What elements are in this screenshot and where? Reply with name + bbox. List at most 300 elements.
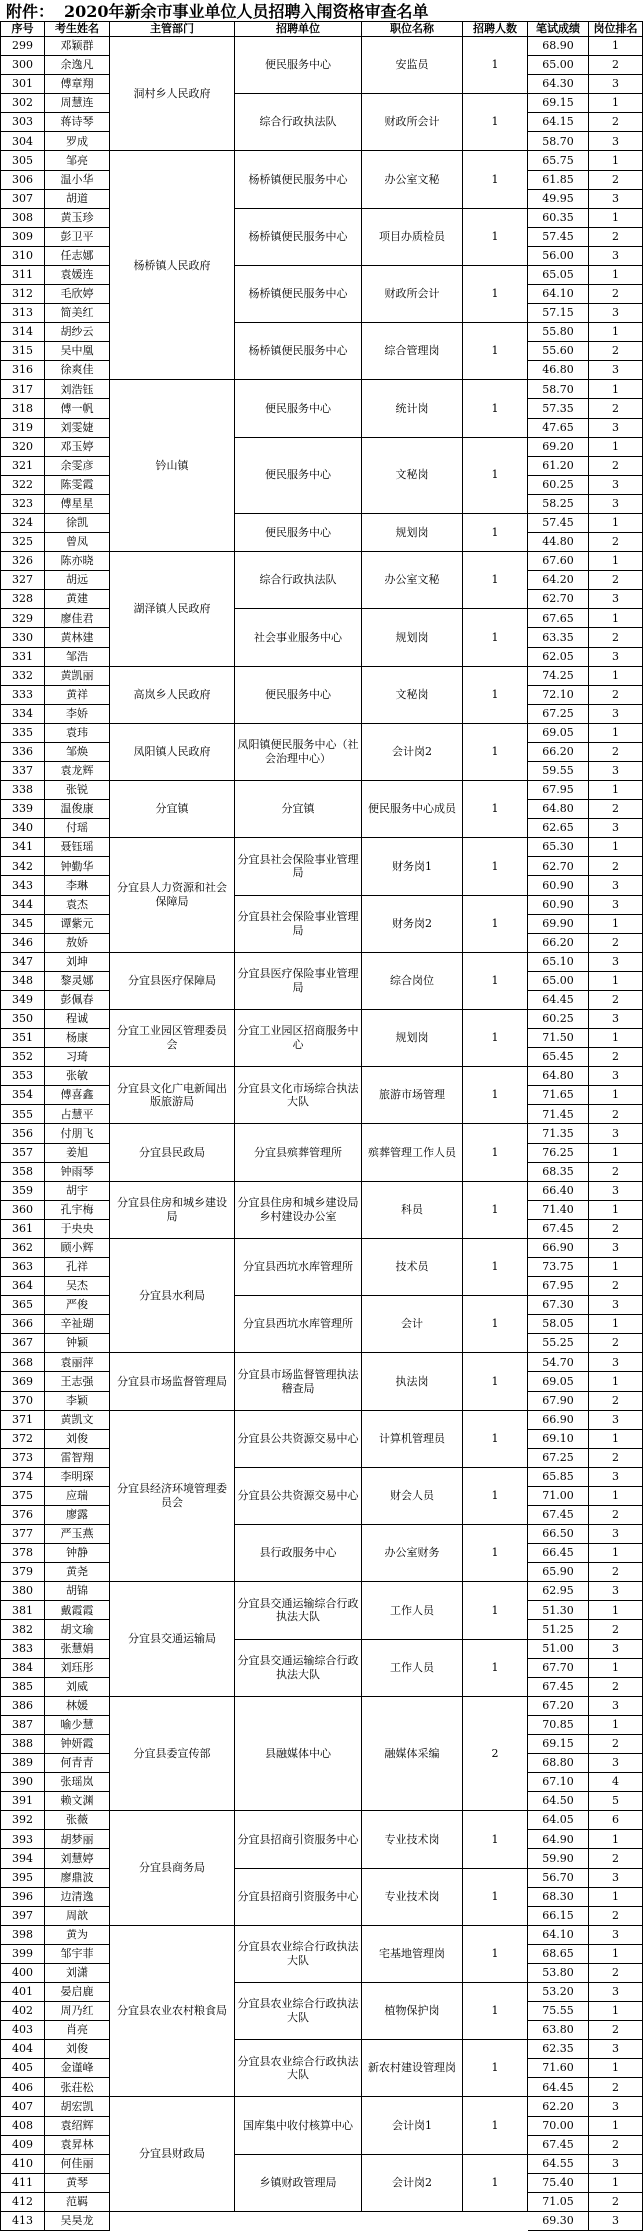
position-rank: 2 xyxy=(589,991,643,1010)
exam-score: 69.90 xyxy=(528,915,589,934)
hiring-count-cell: 1 xyxy=(463,1582,528,1639)
position-rank: 3 xyxy=(589,762,643,781)
exam-score: 69.05 xyxy=(528,1372,589,1391)
position-rank: 3 xyxy=(589,1926,643,1945)
position-rank: 1 xyxy=(589,266,643,285)
position-rank: 1 xyxy=(589,2174,643,2193)
candidate-name: 顾小辉 xyxy=(45,1239,110,1258)
hiring-count-cell: 1 xyxy=(463,94,528,151)
row-no: 311 xyxy=(0,266,45,285)
candidate-name: 彭佩春 xyxy=(45,991,110,1010)
row-no: 379 xyxy=(0,1563,45,1582)
position-rank: 3 xyxy=(589,1296,643,1315)
position-rank: 2 xyxy=(589,2193,643,2212)
row-no: 388 xyxy=(0,1735,45,1754)
position-title-cell: 办公室文秘 xyxy=(362,552,463,609)
position-title-cell: 专业技术岗 xyxy=(362,1869,463,1926)
candidate-name: 刘珏彤 xyxy=(45,1659,110,1678)
position-rank: 3 xyxy=(589,1525,643,1544)
exam-score: 59.90 xyxy=(528,1849,589,1868)
row-no: 335 xyxy=(0,724,45,743)
row-no: 300 xyxy=(0,56,45,75)
candidate-name: 黄建 xyxy=(45,590,110,609)
row-no: 400 xyxy=(0,1964,45,1983)
hiring-unit-cell: 分宜县农业综合行政执法大队 xyxy=(235,1983,362,2040)
position-rank: 2 xyxy=(589,1277,643,1296)
row-no: 386 xyxy=(0,1697,45,1716)
row-no: 413 xyxy=(0,2212,45,2231)
position-rank: 1 xyxy=(589,1086,643,1105)
candidate-name: 周慧连 xyxy=(45,94,110,113)
position-rank: 2 xyxy=(589,1678,643,1697)
exam-score: 69.15 xyxy=(528,1735,589,1754)
hiring-unit-cell: 分宜工业园区招商服务中心 xyxy=(235,1010,362,1067)
candidate-name: 温小华 xyxy=(45,171,110,190)
position-title-cell: 财会人员 xyxy=(362,1468,463,1525)
position-title-cell: 专业技术岗 xyxy=(362,1811,463,1868)
candidate-name: 余逸凡 xyxy=(45,56,110,75)
department-cell: 分宜县商务局 xyxy=(110,1811,235,1925)
exam-score: 62.70 xyxy=(528,590,589,609)
exam-score: 53.80 xyxy=(528,1964,589,1983)
candidate-name: 胡道 xyxy=(45,190,110,209)
position-title-cell: 文秘岗 xyxy=(362,667,463,724)
candidate-name: 刘威 xyxy=(45,1678,110,1697)
row-no: 367 xyxy=(0,1334,45,1353)
exam-score: 65.75 xyxy=(528,151,589,170)
candidate-name: 胡宏凯 xyxy=(45,2097,110,2116)
position-rank: 1 xyxy=(589,37,643,56)
exam-score: 64.80 xyxy=(528,800,589,819)
candidate-name: 李明琛 xyxy=(45,1468,110,1487)
position-title-cell: 植物保护岗 xyxy=(362,1983,463,2040)
candidate-name: 邓颖群 xyxy=(45,37,110,56)
hiring-unit-cell: 分宜县殡葬管理所 xyxy=(235,1124,362,1181)
hiring-unit-cell: 综合行政执法队 xyxy=(235,94,362,151)
exam-score: 70.85 xyxy=(528,1716,589,1735)
hiring-count-cell: 1 xyxy=(463,667,528,724)
candidate-name: 简美红 xyxy=(45,304,110,323)
candidate-name: 胡锦 xyxy=(45,1582,110,1601)
position-rank: 3 xyxy=(589,476,643,495)
exam-score: 57.45 xyxy=(528,514,589,533)
position-rank: 2 xyxy=(589,1220,643,1239)
candidate-name: 敖娇 xyxy=(45,934,110,953)
hiring-count-cell: 1 xyxy=(463,380,528,437)
position-title-cell: 财政所会计 xyxy=(362,94,463,151)
candidate-name: 徐爽佳 xyxy=(45,361,110,380)
exam-score: 64.50 xyxy=(528,1792,589,1811)
position-rank: 1 xyxy=(589,838,643,857)
exam-score: 67.45 xyxy=(528,1678,589,1697)
candidate-name: 刘浩钰 xyxy=(45,380,110,399)
position-rank: 2 xyxy=(589,228,643,247)
hiring-unit-cell: 便民服务中心 xyxy=(235,438,362,514)
exam-score: 58.70 xyxy=(528,132,589,151)
row-no: 360 xyxy=(0,1201,45,1220)
hiring-unit-cell: 分宜县社会保险事业管理局 xyxy=(235,896,362,953)
candidate-name: 袁绍辉 xyxy=(45,2117,110,2136)
position-rank: 1 xyxy=(589,514,643,533)
exam-score: 54.70 xyxy=(528,1353,589,1372)
position-rank: 2 xyxy=(589,934,643,953)
department-cell: 洞村乡人民政府 xyxy=(110,37,235,151)
candidate-name: 张慧娟 xyxy=(45,1640,110,1659)
candidate-name: 周乃红 xyxy=(45,2002,110,2021)
hiring-count-cell: 1 xyxy=(463,2040,528,2097)
exam-score: 66.50 xyxy=(528,1525,589,1544)
position-rank: 2 xyxy=(589,1620,643,1639)
exam-score: 67.60 xyxy=(528,552,589,571)
exam-score: 62.70 xyxy=(528,857,589,876)
row-no: 357 xyxy=(0,1144,45,1163)
exam-score: 67.45 xyxy=(528,1506,589,1525)
position-rank: 1 xyxy=(589,1144,643,1163)
position-rank: 1 xyxy=(589,323,643,342)
exam-score: 68.30 xyxy=(528,1888,589,1907)
position-title-cell: 执法岗 xyxy=(362,1353,463,1410)
exam-score: 62.35 xyxy=(528,2040,589,2059)
candidate-name: 付瑶 xyxy=(45,819,110,838)
hiring-unit-cell: 杨桥镇便民服务中心 xyxy=(235,323,362,380)
row-no: 308 xyxy=(0,209,45,228)
exam-score: 62.65 xyxy=(528,819,589,838)
department-cell: 分宜县住房和城乡建设局 xyxy=(110,1182,235,1239)
position-rank: 3 xyxy=(589,648,643,667)
row-no: 383 xyxy=(0,1640,45,1659)
candidate-name: 何青青 xyxy=(45,1754,110,1773)
position-title-cell: 规划岗 xyxy=(362,514,463,552)
exam-score: 64.10 xyxy=(528,285,589,304)
position-rank: 2 xyxy=(589,457,643,476)
candidate-name: 孔祥 xyxy=(45,1258,110,1277)
hiring-count-cell: 1 xyxy=(463,1983,528,2040)
exam-score: 76.25 xyxy=(528,1144,589,1163)
candidate-name: 徐凯 xyxy=(45,514,110,533)
hiring-unit-cell: 县融媒体中心 xyxy=(235,1697,362,1811)
exam-score: 58.25 xyxy=(528,495,589,514)
candidate-name: 何佳丽 xyxy=(45,2155,110,2174)
hiring-count-cell: 1 xyxy=(463,438,528,514)
position-rank: 3 xyxy=(589,2097,643,2116)
hiring-count-cell: 1 xyxy=(463,1010,528,1067)
candidate-name: 戴霞霞 xyxy=(45,1601,110,1620)
row-no: 405 xyxy=(0,2059,45,2078)
hiring-unit-cell: 便民服务中心 xyxy=(235,37,362,94)
candidate-name: 付朋飞 xyxy=(45,1124,110,1143)
position-rank: 1 xyxy=(589,2059,643,2078)
hiring-count-cell: 1 xyxy=(463,1869,528,1926)
row-no: 353 xyxy=(0,1067,45,1086)
row-no: 359 xyxy=(0,1182,45,1201)
exam-score: 71.60 xyxy=(528,2059,589,2078)
row-no: 399 xyxy=(0,1945,45,1964)
position-rank: 1 xyxy=(589,552,643,571)
position-rank: 3 xyxy=(589,1124,643,1143)
exam-score: 46.80 xyxy=(528,361,589,380)
candidate-name: 严俊 xyxy=(45,1296,110,1315)
exam-score: 60.90 xyxy=(528,876,589,895)
position-rank: 2 xyxy=(589,113,643,132)
hiring-count-cell: 1 xyxy=(463,1411,528,1468)
row-no: 403 xyxy=(0,2021,45,2040)
candidate-name: 傅喜鑫 xyxy=(45,1086,110,1105)
position-rank: 2 xyxy=(589,399,643,418)
candidate-name: 胡梦丽 xyxy=(45,1830,110,1849)
col-header-department: 主管部门 xyxy=(110,21,235,37)
row-no: 316 xyxy=(0,361,45,380)
candidate-name: 邓玉婷 xyxy=(45,438,110,457)
position-rank: 1 xyxy=(589,380,643,399)
row-no: 319 xyxy=(0,419,45,438)
col-header-count: 招聘人数 xyxy=(463,21,528,37)
hiring-unit-cell: 社会事业服务中心 xyxy=(235,609,362,666)
candidate-name: 胡纱云 xyxy=(45,323,110,342)
row-no: 390 xyxy=(0,1773,45,1792)
row-no: 368 xyxy=(0,1353,45,1372)
position-rank: 3 xyxy=(589,1353,643,1372)
department-cell: 钤山镇 xyxy=(110,380,235,552)
exam-score: 64.45 xyxy=(528,2078,589,2097)
position-rank: 3 xyxy=(589,1411,643,1430)
exam-score: 67.95 xyxy=(528,1277,589,1296)
hiring-unit-cell: 国库集中收付核算中心 xyxy=(235,2097,362,2154)
row-no: 334 xyxy=(0,705,45,724)
exam-score: 71.35 xyxy=(528,1124,589,1143)
department-cell: 分宜县民政局 xyxy=(110,1124,235,1181)
hiring-unit-cell: 县行政服务中心 xyxy=(235,1525,362,1582)
position-rank: 1 xyxy=(589,94,643,113)
candidate-name: 刘雯婕 xyxy=(45,419,110,438)
position-rank: 2 xyxy=(589,628,643,647)
position-title-cell: 会计岗2 xyxy=(362,2155,463,2212)
exam-score: 65.85 xyxy=(528,1468,589,1487)
hiring-unit-cell: 分宜县交通运输综合行政执法大队 xyxy=(235,1640,362,1697)
candidate-name: 黄尧 xyxy=(45,1563,110,1582)
position-rank: 3 xyxy=(589,705,643,724)
exam-score: 58.70 xyxy=(528,380,589,399)
row-no: 320 xyxy=(0,438,45,457)
position-rank: 2 xyxy=(589,571,643,590)
hiring-unit-cell: 分宜县公共资源交易中心 xyxy=(235,1468,362,1525)
candidate-name: 黄琴 xyxy=(45,2174,110,2193)
position-rank: 2 xyxy=(589,1563,643,1582)
hiring-unit-cell: 分宜县西坑水库管理所 xyxy=(235,1296,362,1353)
position-title-cell: 便民服务中心成员 xyxy=(362,781,463,838)
exam-score: 66.40 xyxy=(528,1182,589,1201)
row-no: 342 xyxy=(0,857,45,876)
row-no: 323 xyxy=(0,495,45,514)
candidate-name: 雷智翔 xyxy=(45,1449,110,1468)
position-rank: 3 xyxy=(589,75,643,94)
exam-score: 66.15 xyxy=(528,1907,589,1926)
position-rank: 1 xyxy=(589,724,643,743)
department-cell: 分宜县文化广电新闻出版旅游局 xyxy=(110,1067,235,1124)
position-title-cell: 综合岗位 xyxy=(362,953,463,1010)
row-no: 349 xyxy=(0,991,45,1010)
candidate-name: 辛祉瑚 xyxy=(45,1315,110,1334)
title-prefix: 附件： xyxy=(6,2,55,21)
row-no: 350 xyxy=(0,1010,45,1029)
department-cell: 分宜县市场监督管理局 xyxy=(110,1353,235,1410)
row-no: 326 xyxy=(0,552,45,571)
row-no: 329 xyxy=(0,609,45,628)
exam-score: 67.20 xyxy=(528,1697,589,1716)
position-rank: 1 xyxy=(589,1430,643,1449)
row-no: 328 xyxy=(0,590,45,609)
hiring-unit-cell: 杨桥镇便民服务中心 xyxy=(235,151,362,208)
exam-score: 57.45 xyxy=(528,228,589,247)
row-no: 355 xyxy=(0,1105,45,1124)
exam-score: 69.15 xyxy=(528,94,589,113)
hiring-count-cell: 1 xyxy=(463,1353,528,1410)
row-no: 393 xyxy=(0,1830,45,1849)
row-no: 347 xyxy=(0,953,45,972)
exam-score: 68.35 xyxy=(528,1163,589,1182)
exam-score: 71.40 xyxy=(528,1201,589,1220)
row-no: 339 xyxy=(0,800,45,819)
exam-score: 49.95 xyxy=(528,190,589,209)
row-no: 378 xyxy=(0,1544,45,1563)
position-rank: 1 xyxy=(589,1830,643,1849)
position-rank: 1 xyxy=(589,438,643,457)
row-no: 325 xyxy=(0,533,45,552)
position-rank: 2 xyxy=(589,171,643,190)
position-rank: 3 xyxy=(589,1869,643,1888)
candidate-name: 袁龙辉 xyxy=(45,762,110,781)
hiring-count-cell: 1 xyxy=(463,37,528,94)
candidate-name: 蒋诗琴 xyxy=(45,113,110,132)
row-no: 369 xyxy=(0,1372,45,1391)
candidate-name: 黄林建 xyxy=(45,628,110,647)
exam-score: 44.80 xyxy=(528,533,589,552)
candidate-name: 温俊康 xyxy=(45,800,110,819)
candidate-name: 于央央 xyxy=(45,1220,110,1239)
candidate-name: 钟雨琴 xyxy=(45,1163,110,1182)
exam-score: 64.90 xyxy=(528,1830,589,1849)
hiring-unit-cell: 杨桥镇便民服务中心 xyxy=(235,266,362,323)
position-rank: 2 xyxy=(589,1964,643,1983)
col-header-score: 笔试成绩 xyxy=(528,21,589,37)
row-no: 352 xyxy=(0,1048,45,1067)
row-no: 303 xyxy=(0,113,45,132)
hiring-count-cell: 2 xyxy=(463,1697,528,1811)
row-no: 314 xyxy=(0,323,45,342)
row-no: 312 xyxy=(0,285,45,304)
exam-score: 61.20 xyxy=(528,457,589,476)
candidate-name: 范羁 xyxy=(45,2193,110,2212)
candidate-name: 黄凯丽 xyxy=(45,667,110,686)
hiring-count-cell: 1 xyxy=(463,151,528,208)
exam-score: 53.20 xyxy=(528,1983,589,2002)
hiring-count-cell: 1 xyxy=(463,1239,528,1296)
candidate-name: 应瑞 xyxy=(45,1487,110,1506)
candidate-name: 廖鼎波 xyxy=(45,1869,110,1888)
position-rank: 1 xyxy=(589,972,643,991)
row-no: 327 xyxy=(0,571,45,590)
row-no: 401 xyxy=(0,1983,45,2002)
candidate-name: 陈雯霞 xyxy=(45,476,110,495)
candidate-name: 胡文瑜 xyxy=(45,1620,110,1639)
candidate-name: 袁玮 xyxy=(45,724,110,743)
department-cell: 分宜县水利局 xyxy=(110,1239,235,1353)
candidate-name: 毛欣婷 xyxy=(45,285,110,304)
position-rank: 3 xyxy=(589,1182,643,1201)
candidate-name: 王志强 xyxy=(45,1372,110,1391)
row-no: 387 xyxy=(0,1716,45,1735)
col-header-name: 考生姓名 xyxy=(45,21,110,37)
row-no: 315 xyxy=(0,342,45,361)
hiring-count-cell: 1 xyxy=(463,1124,528,1181)
hiring-count-cell: 1 xyxy=(463,609,528,666)
position-title-cell: 融媒体采编 xyxy=(362,1697,463,1811)
position-rank: 3 xyxy=(589,1697,643,1716)
candidate-name: 刘坤 xyxy=(45,953,110,972)
candidate-name: 钟静 xyxy=(45,1544,110,1563)
candidate-name: 黄祥 xyxy=(45,686,110,705)
position-title-cell: 会计岗1 xyxy=(362,2097,463,2154)
row-no: 364 xyxy=(0,1277,45,1296)
row-no: 318 xyxy=(0,399,45,418)
exam-score: 71.05 xyxy=(528,2193,589,2212)
department-cell: 凤阳镇人民政府 xyxy=(110,724,235,781)
exam-score: 72.10 xyxy=(528,686,589,705)
candidate-name: 曾凤 xyxy=(45,533,110,552)
position-title-cell: 综合管理岗 xyxy=(362,323,463,380)
row-no: 372 xyxy=(0,1430,45,1449)
row-no: 346 xyxy=(0,934,45,953)
hiring-count-cell: 1 xyxy=(463,2155,528,2212)
position-rank: 2 xyxy=(589,686,643,705)
candidate-name: 余雯彦 xyxy=(45,457,110,476)
department-cell: 分宜县人力资源和社会保障局 xyxy=(110,838,235,952)
row-no: 376 xyxy=(0,1506,45,1525)
exam-score: 56.70 xyxy=(528,1869,589,1888)
candidate-name: 张荘松 xyxy=(45,2078,110,2097)
position-rank: 3 xyxy=(589,1239,643,1258)
col-header-no: 序号 xyxy=(0,21,45,37)
exam-score: 63.80 xyxy=(528,2021,589,2040)
hiring-count-cell: 1 xyxy=(463,896,528,953)
row-no: 412 xyxy=(0,2193,45,2212)
department-cell: 分宜县财政局 xyxy=(110,2097,235,2211)
hiring-count-cell: 1 xyxy=(463,1067,528,1124)
candidate-name: 占慧平 xyxy=(45,1105,110,1124)
row-no: 404 xyxy=(0,2040,45,2059)
hiring-count-cell: 1 xyxy=(463,2097,528,2154)
row-no: 304 xyxy=(0,132,45,151)
row-no: 341 xyxy=(0,838,45,857)
row-no: 411 xyxy=(0,2174,45,2193)
position-rank: 3 xyxy=(589,590,643,609)
row-no: 402 xyxy=(0,2002,45,2021)
position-rank: 2 xyxy=(589,2078,643,2097)
candidate-name: 姜旭 xyxy=(45,1144,110,1163)
position-rank: 3 xyxy=(589,1983,643,2002)
position-rank: 1 xyxy=(589,915,643,934)
position-rank: 2 xyxy=(589,342,643,361)
candidate-name: 孔宇梅 xyxy=(45,1201,110,1220)
exam-score: 64.30 xyxy=(528,75,589,94)
exam-score: 64.80 xyxy=(528,1067,589,1086)
row-no: 305 xyxy=(0,151,45,170)
position-rank: 2 xyxy=(589,1163,643,1182)
position-rank: 1 xyxy=(589,1372,643,1391)
candidate-name: 刘俊 xyxy=(45,1430,110,1449)
exam-score: 71.65 xyxy=(528,1086,589,1105)
exam-score: 58.05 xyxy=(528,1315,589,1334)
row-no: 301 xyxy=(0,75,45,94)
